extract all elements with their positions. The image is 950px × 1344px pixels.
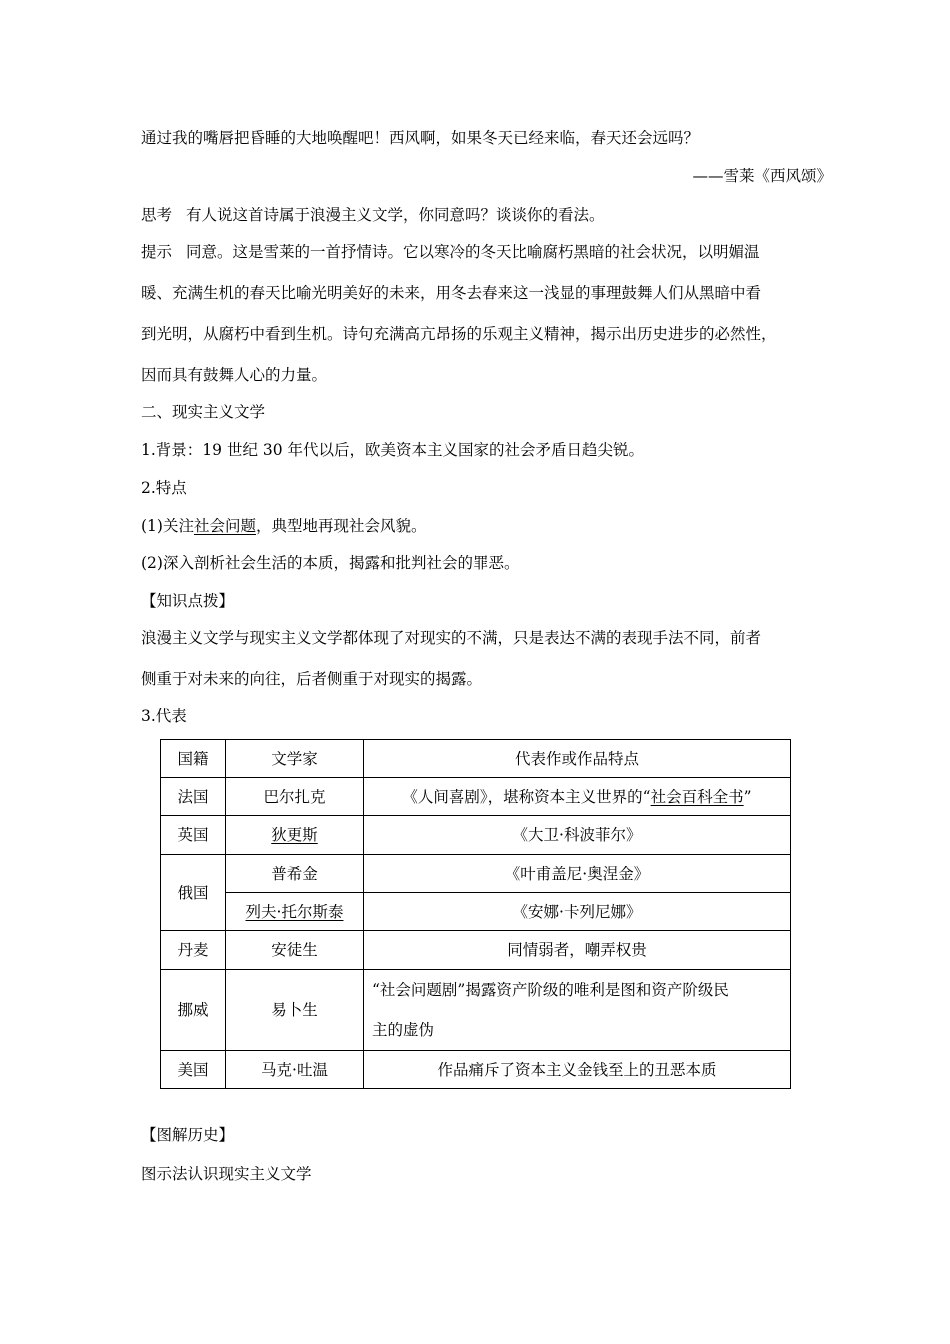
cell-author: 巴尔扎克 (226, 778, 364, 816)
cell-work: 同情弱者，嘲弄权贵 (364, 931, 791, 970)
cell-country: 挪威 (161, 970, 226, 1051)
poem-source: ——雪莱《西风颂》 (692, 167, 832, 185)
cell-author: 易卜生 (226, 970, 364, 1051)
cell-work (364, 970, 791, 1051)
representatives-table (160, 739, 791, 1089)
features-heading: 2.特点 (141, 479, 187, 497)
header-country: 国籍 (161, 740, 226, 778)
hint-label: 提示 (141, 243, 173, 261)
table-row (161, 893, 791, 931)
knowledge-line-2: 侧重于对未来的向往，后者侧重于对现实的揭露。 (141, 670, 483, 688)
feature-1-prefix: (1)关注 (141, 517, 194, 535)
background-text: 1.背景：19 世纪 30 年代以后，欧美资本主义国家的社会矛盾日趋尖锐。 (141, 441, 645, 459)
feature-1-suffix: ，典型地再现社会风貌。 (255, 517, 427, 535)
diagram-text: 图示法认识现实主义文学 (141, 1165, 312, 1183)
section-heading: 二、现实主义文学 (141, 403, 266, 421)
feature-1-keyword: 社会问题 (193, 517, 256, 535)
feature-2: (2)深入剖析社会生活的本质，揭露和批判社会的罪恶。 (141, 554, 520, 572)
table-row (161, 1051, 791, 1089)
table-row (161, 816, 791, 855)
author-underlined: 列夫·托尔斯泰 (245, 902, 344, 921)
cell-country: 丹麦 (161, 931, 226, 970)
hint-text: 同意。这是雪莱的一首抒情诗。它以寒冷的冬天比喻腐朽黑暗的社会状况，以明媚温 (186, 243, 760, 261)
cell-author: 安徒生 (226, 931, 364, 970)
cell-country: 美国 (161, 1051, 226, 1089)
cell-work: 《安娜·卡列尼娜》 (364, 893, 791, 931)
cell-country: 法国 (161, 778, 226, 816)
cell-author: 普希金 (226, 855, 364, 893)
feature-1 (141, 516, 427, 536)
header-work: 代表作或作品特点 (364, 740, 791, 778)
think-question (141, 205, 605, 225)
cell-work: 《叶甫盖尼·奥涅金》 (364, 855, 791, 893)
knowledge-line-1: 浪漫主义文学与现实主义文学都体现了对现实的不满，只是表达不满的表现手法不同，前者 (141, 629, 762, 647)
header-author: 文学家 (226, 740, 364, 778)
cell-country: 俄国 (161, 855, 226, 931)
work-suffix: ” (743, 787, 752, 806)
table-row (161, 855, 791, 893)
cell-author (226, 893, 364, 931)
work-line-1: “社会问题剧”揭露资产阶级的唯利是图和资产阶级民 (372, 981, 729, 999)
hint-line-1 (141, 242, 760, 262)
table-row (161, 970, 791, 1051)
knowledge-heading: 【知识点拨】 (141, 592, 235, 610)
cell-author (226, 816, 364, 855)
representatives-heading: 3.代表 (141, 707, 187, 725)
cell-work: 作品痛斥了资本主义金钱至上的丑恶本质 (364, 1051, 791, 1089)
think-label: 思考 (141, 206, 173, 224)
table-row (161, 931, 791, 970)
hint-line-2: 暖、充满生机的春天比喻光明美好的未来，用冬去春来这一浅显的事理鼓舞人们从黑暗中看 (141, 284, 762, 302)
hint-line-3: 到光明，从腐朽中看到生机。诗句充满高亢昂扬的乐观主义精神，揭示出历史进步的必然性， (141, 325, 777, 343)
cell-work (364, 778, 791, 816)
diagram-heading: 【图解历史】 (141, 1126, 235, 1144)
poem-line: 通过我的嘴唇把昏睡的大地唤醒吧！西风啊，如果冬天已经来临，春天还会远吗？ (141, 129, 700, 147)
work-prefix: 《人间喜剧》，堪称资本主义世界的“ (402, 787, 651, 806)
work-line-2: 主的虚伪 (372, 1021, 435, 1039)
work-keyword: 社会百科全书 (650, 787, 744, 806)
cell-country: 英国 (161, 816, 226, 855)
hint-line-4: 因而具有鼓舞人心的力量。 (141, 366, 328, 384)
author-underlined: 狄更斯 (271, 826, 318, 844)
table-row (161, 778, 791, 816)
cell-author: 马克·吐温 (226, 1051, 364, 1089)
cell-work: 《大卫·科波菲尔》 (364, 816, 791, 855)
table-header-row (161, 740, 791, 778)
think-text: 有人说这首诗属于浪漫主义文学，你同意吗？谈谈你的看法。 (186, 206, 605, 224)
